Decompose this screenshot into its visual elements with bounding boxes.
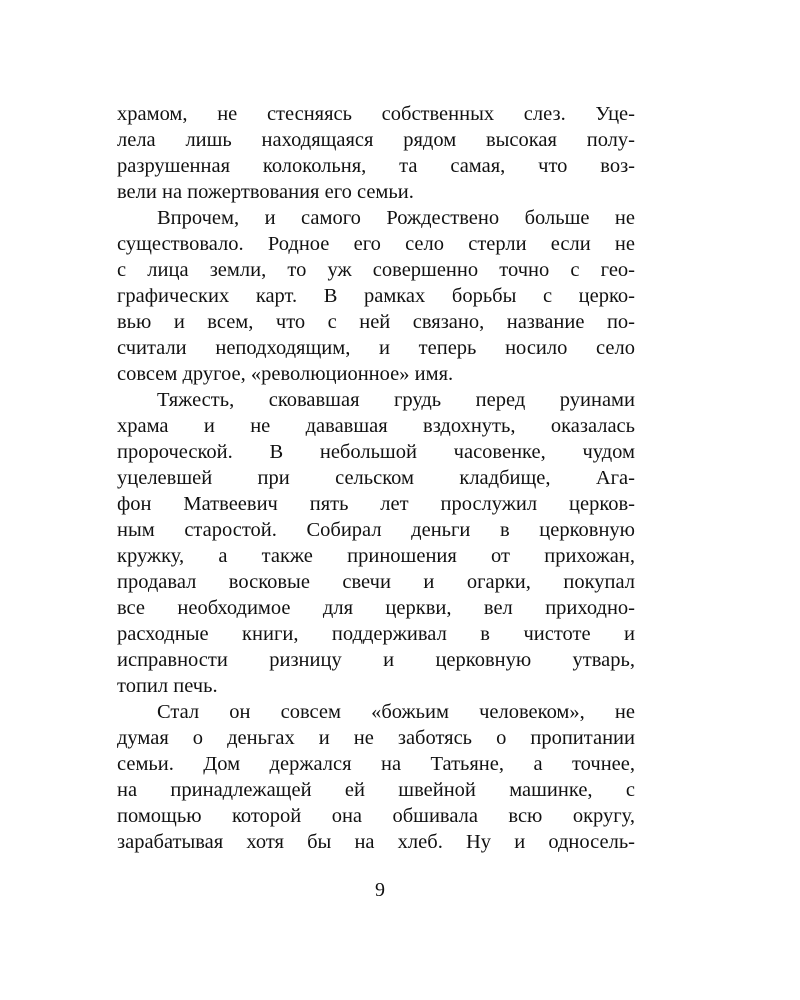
paragraph-3	[117, 387, 635, 699]
text-line: думая о деньгах и не заботясь о пропитании	[117, 727, 635, 749]
text-line: ным старостой. Собирал деньги в церковную	[117, 519, 635, 541]
text-line: кружку, а также приношения от прихожан,	[117, 545, 635, 567]
text-line: графических карт. В рамках борьбы с церко-	[117, 285, 635, 307]
text-line: разрушенная колокольня, та самая, что воз-	[117, 155, 635, 177]
text-line: Стал он совсем «божьим человеком», не	[157, 701, 635, 723]
text-line: продавал восковые свечи и огарки, покупал	[117, 571, 635, 593]
text-line: вью и всем, что с ней связано, название по-	[117, 311, 635, 333]
text-line: все необходимое для церкви, вел приходно-	[117, 597, 635, 619]
paragraph-2	[117, 205, 635, 387]
text-line: совсем другое, «революционное» имя.	[117, 363, 454, 385]
text-line: уцелевшей при сельском кладбище, Ага-	[117, 467, 635, 489]
text-line: фон Матвеевич пять лет прослужил церков-	[117, 493, 635, 515]
text-line: семьи. Дом держался на Татьяне, а точнее,	[117, 753, 635, 775]
text-line: храмом, не стесняясь собственных слез. Уце-	[117, 103, 635, 125]
page-number: 9	[375, 879, 385, 901]
paragraph-4	[117, 699, 635, 855]
text-line: пророческой. В небольшой часовенке, чудом	[117, 441, 635, 463]
text-line: исправности ризницу и церковную утварь,	[117, 649, 635, 671]
paragraph-1	[117, 101, 635, 205]
text-line: Впрочем, и самого Рождествено больше не	[157, 207, 635, 229]
text-line: на принадлежащей ей швейной машинке, с	[117, 779, 635, 801]
text-line: существовало. Родное его село стерли если не	[117, 233, 635, 255]
text-line: помощью которой она обшивала всю округу,	[117, 805, 635, 827]
text-line: лела лишь находящаяся рядом высокая полу-	[117, 129, 635, 151]
text-line: зарабатывая хотя бы на хлеб. Ну и односель-	[117, 831, 635, 853]
text-line: топил печь.	[117, 675, 218, 697]
text-line: вели на пожертвования его семьи.	[117, 181, 414, 203]
text-line: храма и не дававшая вздохнуть, оказалась	[117, 415, 635, 437]
text-line: с лица земли, то уж совершенно точно с гео-	[117, 259, 635, 281]
text-line: считали неподходящим, и теперь носило село	[117, 337, 635, 359]
body-text	[117, 101, 635, 855]
text-line: Тяжесть, сковавшая грудь перед руинами	[157, 389, 635, 411]
text-line: расходные книги, поддерживал в чистоте и	[117, 623, 635, 645]
